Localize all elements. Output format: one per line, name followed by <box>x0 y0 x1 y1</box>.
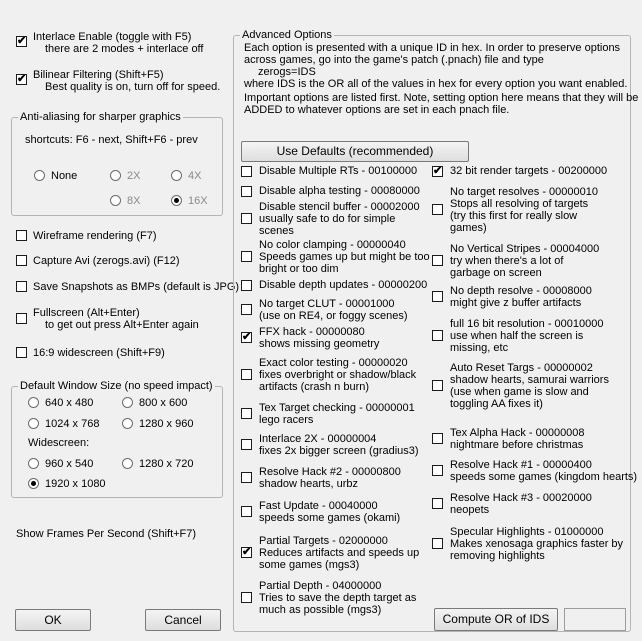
disable-stencil-buffer-label: Disable stencil buffer - 00002000 <box>259 201 420 213</box>
no-target-clut-label: No target CLUT - 00001000 <box>259 298 395 310</box>
no-target-resolves-desc: Stops all resolving of targets <box>450 198 589 210</box>
no-color-clamping-checkbox[interactable] <box>241 251 252 262</box>
tex-alpha-hack-checkbox[interactable] <box>432 433 443 444</box>
aa-16x-radio[interactable] <box>171 195 182 206</box>
no-target-resolves-label: No target resolves - 00000010 <box>450 186 598 198</box>
capture-avi-checkbox[interactable] <box>16 255 27 266</box>
aa-2x-label: 2X <box>127 170 141 182</box>
specular-highlights-label: Specular Highlights - 01000000 <box>450 526 604 538</box>
capture-avi-label: Capture Avi (zerogs.avi) (F12) <box>33 255 180 267</box>
full-16-bit-resolution-desc: use when half the screen is <box>450 330 584 342</box>
disable-depth-updates-checkbox[interactable] <box>241 280 252 291</box>
full-16-bit-resolution-checkbox[interactable] <box>432 330 443 341</box>
use-defaults-button[interactable]: Use Defaults (recommended) <box>241 141 469 162</box>
ok-button[interactable]: OK <box>15 609 91 631</box>
size-800-radio[interactable] <box>122 397 133 408</box>
snapshots-label: Save Snapshots as BMPs (default is JPG) <box>33 281 240 293</box>
partial-depth-desc: Tries to save the depth target as <box>259 592 417 604</box>
aa-none-label: None <box>51 170 78 182</box>
no-vertical-stripes-checkbox[interactable] <box>432 255 443 266</box>
32-bit-render-targets-label: 32 bit render targets - 00200000 <box>450 165 608 177</box>
no-target-resolves-desc: (try this first for really slow <box>450 210 578 222</box>
no-depth-resolve-desc: might give z buffer artifacts <box>450 297 582 309</box>
aa-none-radio[interactable] <box>34 170 45 181</box>
exact-color-testing-desc: fixes overbright or shadow/black <box>259 369 417 381</box>
interlace-desc: there are 2 modes + interlace off <box>45 43 204 55</box>
32-bit-render-targets-checkbox[interactable]: ✔ <box>433 165 443 177</box>
bilinear-label: Bilinear Filtering (Shift+F5) <box>33 69 164 81</box>
resolve-hack-2-checkbox[interactable] <box>241 472 252 483</box>
resolve-hack-3-checkbox[interactable] <box>432 498 443 509</box>
aa-8x-label: 8X <box>127 195 141 207</box>
aa-4x-label: 4X <box>188 170 202 182</box>
desc-line: Important options are listed first. Note, setting option here means that they will be <box>244 92 639 104</box>
fast-update-desc: speeds some games (okami) <box>259 512 401 524</box>
desc-line: Each option is presented with a unique ID in hex. In order to preserve options <box>244 42 621 54</box>
resolve-hack-3-desc: neopets <box>450 504 490 516</box>
partial-targets-checkbox[interactable]: ✔ <box>242 546 252 558</box>
fast-update-checkbox[interactable] <box>241 506 252 517</box>
fast-update-label: Fast Update - 00040000 <box>259 500 378 512</box>
fullscreen-label: Fullscreen (Alt+Enter) <box>33 307 140 319</box>
resolve-hack-3-label: Resolve Hack #3 - 00020000 <box>450 492 592 504</box>
partial-depth-desc: much as possible (mgs3) <box>259 604 382 616</box>
disable-stencil-buffer-desc: scenes <box>259 225 294 237</box>
widescreen-label: 16:9 widescreen (Shift+F9) <box>33 347 165 359</box>
full-16-bit-resolution-label: full 16 bit resolution - 00010000 <box>450 318 604 330</box>
specular-highlights-desc: removing highlights <box>450 550 545 562</box>
size-640-label: 640 x 480 <box>45 397 94 409</box>
tex-target-checking-desc: lego racers <box>259 414 314 426</box>
resolve-hack-1-checkbox[interactable] <box>432 465 443 476</box>
size-1920-radio[interactable] <box>28 478 39 489</box>
no-vertical-stripes-desc: try when there's a lot of <box>450 255 564 267</box>
advanced-options-title: Advanced Options <box>242 29 332 41</box>
compute-or-button[interactable]: Compute OR of IDS <box>434 608 558 631</box>
resolve-hack-1-label: Resolve Hack #1 - 00000400 <box>450 459 592 471</box>
exact-color-testing-desc: artifacts (crash n burn) <box>259 381 370 393</box>
interlace-2x-label: Interlace 2X - 00000004 <box>259 433 377 445</box>
disable-depth-updates-label: Disable depth updates - 00000200 <box>259 279 428 291</box>
ffx-hack-checkbox[interactable]: ✔ <box>242 331 252 343</box>
auto-reset-targs-desc: shadow hearts, samurai warriors <box>450 374 609 386</box>
partial-depth-label: Partial Depth - 04000000 <box>259 580 382 592</box>
exact-color-testing-checkbox[interactable] <box>241 369 252 380</box>
disable-alpha-testing-checkbox[interactable] <box>241 186 252 197</box>
wireframe-label: Wireframe rendering (F7) <box>33 230 157 242</box>
no-target-resolves-checkbox[interactable] <box>432 204 443 215</box>
size-1024-radio[interactable] <box>28 418 39 429</box>
specular-highlights-checkbox[interactable] <box>432 538 443 549</box>
specular-highlights-desc: Makes xenosaga graphics faster by <box>450 538 624 550</box>
desc-line: ADDED to whatever options are set in each pnach file. <box>244 104 510 116</box>
bilinear-checkbox[interactable]: ✔ <box>17 73 27 85</box>
no-vertical-stripes-label: No Vertical Stripes - 00004000 <box>450 243 600 255</box>
auto-reset-targs-label: Auto Reset Targs - 00000002 <box>450 362 593 374</box>
ids-result-field[interactable] <box>564 608 626 631</box>
advanced-desc <box>244 42 638 116</box>
no-depth-resolve-checkbox[interactable] <box>432 291 443 302</box>
ffx-hack-label: FFX hack - 00000080 <box>259 326 365 338</box>
size-1920-label: 1920 x 1080 <box>45 478 106 490</box>
size-1280-960-radio[interactable] <box>122 418 133 429</box>
desc-line: across games, go into the game's patch (.pnach) file and type <box>244 54 544 66</box>
bilinear-desc: Best quality is on, turn off for speed. <box>45 81 221 93</box>
partial-targets-desc: some games (mgs3) <box>259 559 360 571</box>
no-depth-resolve-label: No depth resolve - 00008000 <box>450 285 592 297</box>
wireframe-checkbox[interactable] <box>16 230 27 241</box>
no-color-clamping-desc: Speeds games up but might be too <box>259 251 430 263</box>
size-1280-720-radio[interactable] <box>122 458 133 469</box>
desc-line: zerogs=IDS <box>258 66 316 78</box>
exact-color-testing-label: Exact color testing - 00000020 <box>259 357 408 369</box>
interlace-checkbox[interactable]: ✔ <box>17 35 27 47</box>
show-fps-label: Show Frames Per Second (Shift+F7) <box>16 528 197 540</box>
size-1024-label: 1024 x 768 <box>45 418 100 430</box>
widescreen-checkbox[interactable] <box>16 347 27 358</box>
auto-reset-targs-checkbox[interactable] <box>432 380 443 391</box>
aa-shortcuts: shortcuts: F6 - next, Shift+F6 - prev <box>25 134 198 146</box>
disable-multiple-rts-checkbox[interactable] <box>241 166 252 177</box>
interlace-2x-checkbox[interactable] <box>241 439 252 450</box>
tex-target-checking-checkbox[interactable] <box>241 408 252 419</box>
aa-4x-radio[interactable] <box>171 170 182 181</box>
interlace-2x-desc: fixes 2x bigger screen (gradius3) <box>259 445 419 457</box>
size-960-radio[interactable] <box>28 458 39 469</box>
fullscreen-checkbox[interactable] <box>16 313 27 324</box>
aa-8x-radio[interactable] <box>110 195 121 206</box>
snapshots-checkbox[interactable] <box>16 281 27 292</box>
auto-reset-targs-desc: (use when game is slow and <box>450 386 589 398</box>
partial-targets-label: Partial Targets - 02000000 <box>259 535 388 547</box>
no-target-clut-checkbox[interactable] <box>241 304 252 315</box>
tex-alpha-hack-desc: nightmare before christmas <box>450 439 584 451</box>
size-800-label: 800 x 600 <box>139 397 188 409</box>
cancel-button[interactable]: Cancel <box>145 609 221 631</box>
ffx-hack-desc: shows missing geometry <box>259 338 380 350</box>
disable-stencil-buffer-desc: usually safe to do for simple <box>259 213 396 225</box>
auto-reset-targs-desc: toggling AA fixes it) <box>450 398 543 410</box>
disable-stencil-buffer-checkbox[interactable] <box>241 213 252 224</box>
size-1280-720-label: 1280 x 720 <box>139 458 194 470</box>
tex-target-checking-label: Tex Target checking - 00000001 <box>259 402 415 414</box>
no-target-resolves-desc: games) <box>450 222 487 234</box>
resolve-hack-2-desc: shadow hearts, urbz <box>259 478 359 490</box>
partial-depth-checkbox[interactable] <box>241 592 252 603</box>
no-vertical-stripes-desc: garbage on screen <box>450 267 542 279</box>
size-960-label: 960 x 540 <box>45 458 94 470</box>
widescreen-heading: Widescreen: <box>28 437 90 449</box>
size-1280-960-label: 1280 x 960 <box>139 418 194 430</box>
antialiasing-title: Anti-aliasing for sharper graphics <box>20 111 181 123</box>
resolve-hack-2-label: Resolve Hack #2 - 00000800 <box>259 466 401 478</box>
size-640-radio[interactable] <box>28 397 39 408</box>
full-16-bit-resolution-desc: missing, etc <box>450 342 509 354</box>
tex-alpha-hack-label: Tex Alpha Hack - 00000008 <box>450 427 585 439</box>
disable-multiple-rts-label: Disable Multiple RTs - 00100000 <box>259 165 418 177</box>
no-color-clamping-desc: bright or too dim <box>259 263 339 275</box>
window-size-title: Default Window Size (no speed impact) <box>20 380 213 392</box>
desc-line: where IDS is the OR all of the values in hex for every option you want enabled. <box>244 78 628 90</box>
fullscreen-desc: to get out press Alt+Enter again <box>45 319 199 331</box>
disable-alpha-testing-label: Disable alpha testing - 00080000 <box>259 185 420 197</box>
aa-16x-label: 16X <box>188 195 208 207</box>
resolve-hack-1-desc: speeds some games (kingdom hearts) <box>450 471 638 483</box>
no-target-clut-desc: (use on RE4, or foggy scenes) <box>259 310 408 322</box>
interlace-label: Interlace Enable (toggle with F5) <box>33 31 192 43</box>
no-color-clamping-label: No color clamping - 00000040 <box>259 239 406 251</box>
aa-2x-radio[interactable] <box>110 170 121 181</box>
partial-targets-desc: Reduces artifacts and speeds up <box>259 547 420 559</box>
